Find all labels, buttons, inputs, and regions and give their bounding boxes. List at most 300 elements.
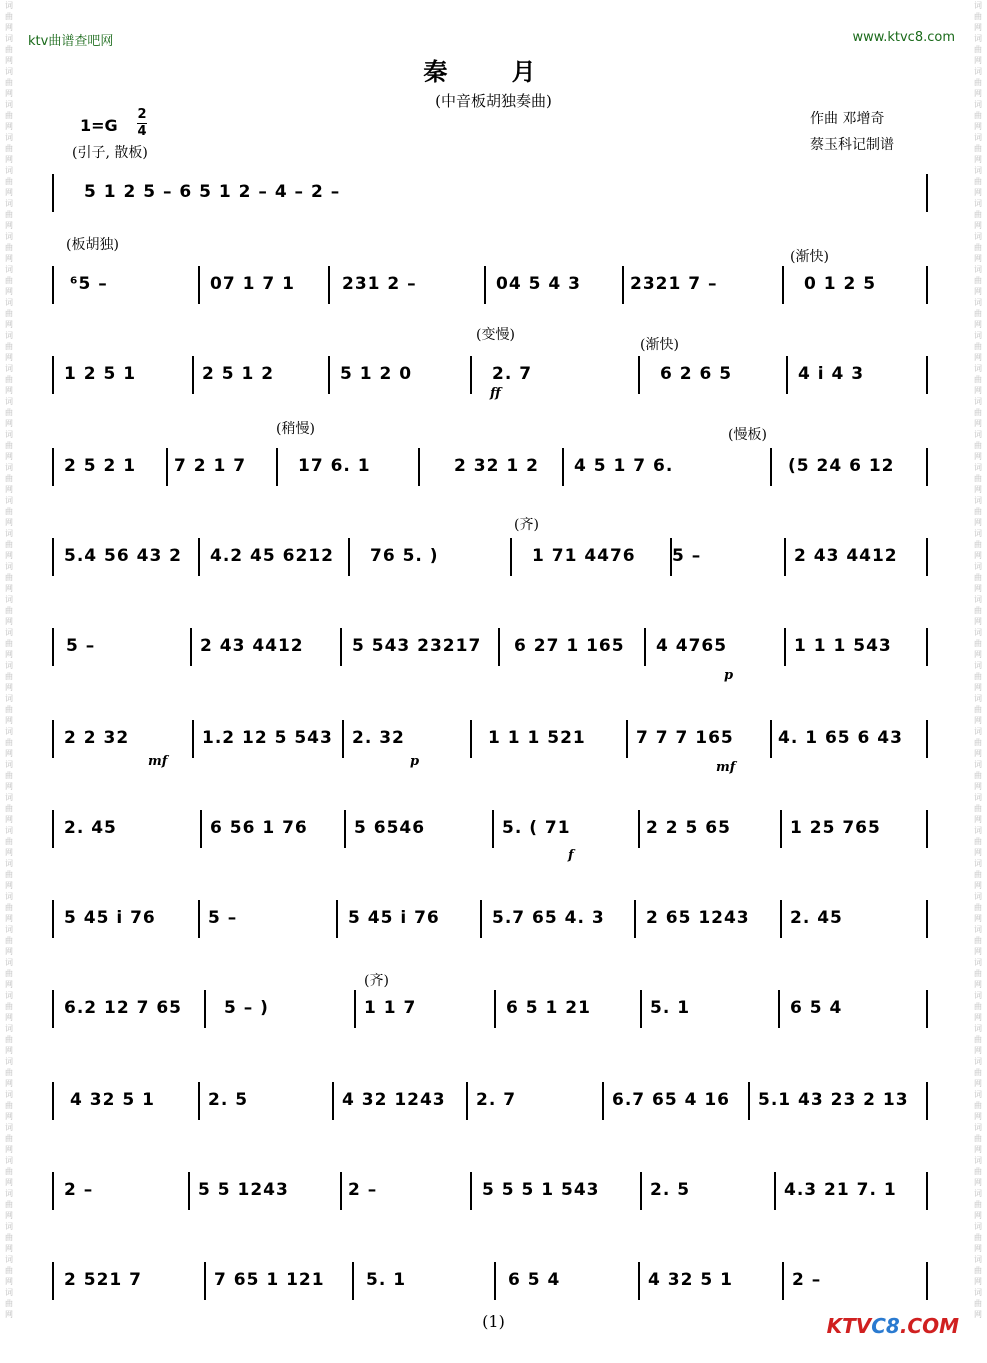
bar-line [640, 990, 642, 1028]
staff-line [52, 1078, 928, 1138]
watermark-char: 词 [5, 760, 13, 769]
measure: 7 65 1 121 [214, 1270, 325, 1290]
watermark-char: 网 [5, 848, 13, 857]
measure: 2. 32 [352, 728, 405, 748]
watermark-char: 曲 [5, 507, 13, 516]
watermark-char: 曲 [974, 705, 982, 714]
bar-line [926, 990, 928, 1028]
watermark-char: 网 [974, 914, 982, 923]
watermark-char: 网 [974, 254, 982, 263]
bar-line [780, 900, 782, 938]
bar-line [354, 990, 356, 1028]
watermark-char: 词 [5, 628, 13, 637]
watermark-char: 曲 [974, 903, 982, 912]
staff-line [52, 716, 928, 776]
watermark-char: 曲 [974, 1134, 982, 1143]
watermark-char: 网 [5, 749, 13, 758]
watermark-char: 词 [974, 133, 982, 142]
watermark-char: 网 [974, 89, 982, 98]
watermark-char: 曲 [5, 342, 13, 351]
watermark-char: 词 [5, 562, 13, 571]
measure: 1 1 7 [364, 998, 417, 1018]
measure: 2. 7 [476, 1090, 517, 1110]
watermark-char: 词 [974, 1255, 982, 1264]
watermark-char: 词 [974, 529, 982, 538]
bar-line [198, 1082, 200, 1120]
bar-line [926, 900, 928, 938]
measure: 2321 7 – [630, 274, 718, 294]
watermark-char: 网 [5, 320, 13, 329]
watermark-char: 曲 [974, 1299, 982, 1308]
measure: 5 – [208, 908, 238, 928]
watermark-char: 曲 [974, 738, 982, 747]
watermark-char: 词 [5, 364, 13, 373]
watermark-char: 曲 [974, 78, 982, 87]
watermark-char: 曲 [5, 78, 13, 87]
watermark-char: 网 [5, 23, 13, 32]
staff-line [52, 986, 928, 1046]
bar-line [562, 448, 564, 486]
watermark-char: 词 [5, 661, 13, 670]
measure: 5. ( 71 [502, 818, 571, 838]
measure: 4.2 45 6212 [210, 546, 334, 566]
bar-line [52, 448, 54, 486]
bar-line [52, 720, 54, 758]
watermark-char: 词 [5, 1156, 13, 1165]
watermark-char: 网 [5, 1079, 13, 1088]
site-url-right[interactable]: www.ktvc8.com [852, 30, 955, 45]
site-logo[interactable] [827, 1314, 959, 1338]
site-name-left[interactable]: ktv曲谱查吧网 [28, 34, 114, 49]
bar-line [638, 1262, 640, 1300]
measure: 5. 1 [366, 1270, 407, 1290]
watermark-char: 曲 [5, 375, 13, 384]
bar-line [340, 628, 342, 666]
watermark-char: 曲 [974, 408, 982, 417]
watermark-char: 词 [974, 859, 982, 868]
bar-line [470, 720, 472, 758]
watermark-char: 网 [974, 320, 982, 329]
watermark-char: 网 [974, 1244, 982, 1253]
watermark-char: 词 [974, 463, 982, 472]
watermark-char: 曲 [5, 1299, 13, 1308]
watermark-char: 词 [5, 133, 13, 142]
watermark-char: 词 [974, 892, 982, 901]
dynamic-marking: mf [148, 754, 168, 769]
bar-line [926, 266, 928, 304]
staff-line [52, 624, 928, 684]
tempo-marking: (齐) [364, 973, 389, 989]
bar-line [52, 1262, 54, 1300]
dynamic-marking: ff [490, 386, 501, 401]
watermark-char: 词 [5, 1255, 13, 1264]
watermark-char: 曲 [5, 837, 13, 846]
watermark-char: 曲 [974, 144, 982, 153]
watermark-char: 曲 [5, 177, 13, 186]
watermark-char: 网 [974, 1145, 982, 1154]
tempo-marking: (齐) [514, 517, 539, 533]
watermark-char: 曲 [974, 540, 982, 549]
watermark-char: 曲 [5, 771, 13, 780]
watermark-char: 网 [974, 23, 982, 32]
bar-line [352, 1262, 354, 1300]
watermark-char: 词 [5, 826, 13, 835]
watermark-char: 网 [5, 650, 13, 659]
time-signature-bottom: 4 [137, 124, 147, 139]
watermark-char: 曲 [974, 1068, 982, 1077]
measure: 7 2 1 7 [174, 456, 247, 476]
watermark-char: 曲 [5, 573, 13, 582]
watermark-char: 词 [974, 1057, 982, 1066]
measure: 2 43 4412 [794, 546, 898, 566]
watermark-char: 词 [974, 595, 982, 604]
bar-line [926, 720, 928, 758]
bar-line [926, 448, 928, 486]
watermark-char: 网 [5, 155, 13, 164]
watermark-char: 网 [5, 353, 13, 362]
measure: 5 5 1243 [198, 1180, 289, 1200]
bar-line [926, 538, 928, 576]
bar-line [784, 628, 786, 666]
watermark-char: 词 [974, 1, 982, 10]
watermark-char: 网 [974, 650, 982, 659]
measure: 4 32 5 1 [648, 1270, 733, 1290]
watermark-char: 曲 [5, 441, 13, 450]
bar-line [190, 628, 192, 666]
watermark-char: 网 [974, 683, 982, 692]
watermark-char: 曲 [5, 1035, 13, 1044]
watermark-char: 词 [974, 991, 982, 1000]
watermark-char: 曲 [5, 1200, 13, 1209]
measure: 5.1 43 23 2 13 [758, 1090, 909, 1110]
staff-line [52, 1258, 928, 1318]
bar-line [480, 900, 482, 938]
watermark-char: 曲 [5, 606, 13, 615]
watermark-char: 曲 [974, 12, 982, 21]
watermark-char: 网 [5, 1310, 13, 1319]
watermark-char: 网 [5, 551, 13, 560]
bar-line [784, 538, 786, 576]
bar-line [926, 1082, 928, 1120]
watermark-char: 网 [5, 947, 13, 956]
watermark-char: 词 [974, 1024, 982, 1033]
watermark-char: 词 [974, 1288, 982, 1297]
bar-line [328, 356, 330, 394]
measure: 4 32 5 1 [70, 1090, 155, 1110]
watermark-char: 词 [5, 1, 13, 10]
watermark-char: 词 [974, 793, 982, 802]
watermark-char: 词 [5, 859, 13, 868]
watermark-char: 词 [974, 232, 982, 241]
measure: 6 5 1 21 [506, 998, 591, 1018]
measure: 4.3 21 7. 1 [784, 1180, 897, 1200]
watermark-char: 词 [5, 925, 13, 934]
watermark-char: 曲 [5, 111, 13, 120]
bar-line [494, 990, 496, 1028]
measure: 07 1 7 1 [210, 274, 295, 294]
bar-line [470, 1172, 472, 1210]
watermark-char: 曲 [974, 111, 982, 120]
measure: 4. 1 65 6 43 [778, 728, 903, 748]
measure: 5. 1 [650, 998, 691, 1018]
staff-line [52, 1168, 928, 1228]
bar-line [192, 356, 194, 394]
bar-line [748, 1082, 750, 1120]
watermark-char: 网 [5, 782, 13, 791]
measure: 1 1 1 521 [488, 728, 586, 748]
watermark-char: 词 [5, 529, 13, 538]
watermark-char: 词 [5, 1090, 13, 1099]
watermark-char: 词 [5, 1288, 13, 1297]
bar-line [332, 1082, 334, 1120]
watermark-char: 曲 [974, 342, 982, 351]
watermark-char: 词 [5, 1057, 13, 1066]
watermark-char: 曲 [5, 738, 13, 747]
watermark-char: 词 [5, 496, 13, 505]
time-signature-top: 2 [137, 107, 147, 122]
measure: 4 5 1 7 6. [574, 456, 674, 476]
dynamic-marking: f [568, 848, 574, 863]
bar-line [52, 1172, 54, 1210]
watermark-char: 曲 [974, 474, 982, 483]
measure: 5 – [66, 636, 96, 656]
watermark-char: 词 [974, 1222, 982, 1231]
watermark-char: 网 [5, 419, 13, 428]
bar-line [640, 1172, 642, 1210]
watermark-char: 曲 [974, 45, 982, 54]
watermark-char: 网 [974, 815, 982, 824]
staff-line [52, 806, 928, 866]
watermark-char: 词 [974, 298, 982, 307]
watermark-char: 网 [974, 1079, 982, 1088]
watermark-char: 网 [974, 584, 982, 593]
watermark-char: 曲 [974, 804, 982, 813]
watermark-char: 网 [974, 1046, 982, 1055]
watermark-char: 曲 [5, 276, 13, 285]
measure: 5 5 5 1 543 [482, 1180, 600, 1200]
measure: 6 56 1 76 [210, 818, 308, 838]
bar-line [204, 1262, 206, 1300]
bar-line [780, 810, 782, 848]
bar-line [204, 990, 206, 1028]
watermark-char: 曲 [974, 507, 982, 516]
measure: 2 43 4412 [200, 636, 304, 656]
watermark-char: 曲 [5, 639, 13, 648]
watermark-char: 网 [5, 716, 13, 725]
tempo-marking: (变慢) [476, 327, 515, 343]
watermark-char: 曲 [5, 210, 13, 219]
watermark-char: 曲 [974, 573, 982, 582]
watermark-char: 网 [974, 353, 982, 362]
bar-line [926, 1172, 928, 1210]
measure: 1.2 12 5 543 [202, 728, 333, 748]
watermark-char: 网 [5, 1046, 13, 1055]
watermark-char: 曲 [5, 672, 13, 681]
bar-line [200, 810, 202, 848]
measure: 2. 7 [492, 364, 533, 384]
watermark-char: 网 [5, 386, 13, 395]
watermark-char: 网 [974, 551, 982, 560]
watermark-char: 曲 [974, 243, 982, 252]
measure: 2 32 1 2 [454, 456, 539, 476]
watermark-char: 网 [974, 947, 982, 956]
measure: 5 543 23217 [352, 636, 482, 656]
watermark-char: 网 [974, 749, 982, 758]
bar-line [52, 266, 54, 304]
watermark-char: 词 [5, 331, 13, 340]
bar-line [344, 810, 346, 848]
bar-line [198, 266, 200, 304]
measure: 04 5 4 3 [496, 274, 581, 294]
watermark-char: 网 [5, 122, 13, 131]
measure: 5 1 2 5 – 6 5 1 2 – 4 – 2 – [84, 182, 341, 202]
watermark-char: 网 [974, 848, 982, 857]
watermark-char: 网 [5, 881, 13, 890]
section-label: (板胡独) [66, 237, 119, 253]
bar-line [782, 266, 784, 304]
watermark-char: 词 [5, 430, 13, 439]
watermark-char: 网 [5, 485, 13, 494]
measure: 1 2 5 1 [64, 364, 137, 384]
measure: 5 45 i 76 [348, 908, 440, 928]
watermark-char: 曲 [5, 1233, 13, 1242]
watermark-char: 词 [974, 496, 982, 505]
watermark-char: 曲 [974, 672, 982, 681]
watermark-char: 曲 [974, 771, 982, 780]
watermark-char: 网 [5, 683, 13, 692]
measure: 5 6546 [354, 818, 426, 838]
watermark-char: 网 [974, 122, 982, 131]
bar-line [52, 628, 54, 666]
tempo-marking: (慢板) [728, 427, 767, 443]
watermark-char: 网 [5, 584, 13, 593]
measure: (5 24 6 12 [788, 456, 895, 476]
watermark-char: 曲 [5, 1068, 13, 1077]
watermark-char: 词 [974, 661, 982, 670]
watermark-char: 曲 [5, 1002, 13, 1011]
measure: 6 5 4 [508, 1270, 561, 1290]
watermark-char: 曲 [974, 870, 982, 879]
bar-line [188, 1172, 190, 1210]
watermark-char: 词 [974, 34, 982, 43]
watermark-char: 词 [974, 331, 982, 340]
watermark-char: 网 [5, 1244, 13, 1253]
bar-line [328, 266, 330, 304]
watermark-char: 网 [974, 188, 982, 197]
watermark-char: 曲 [974, 276, 982, 285]
bar-line [626, 720, 628, 758]
bar-line [336, 900, 338, 938]
bar-line [276, 448, 278, 486]
bar-line [926, 174, 928, 212]
bar-line [466, 1082, 468, 1120]
measure: 2. 45 [64, 818, 117, 838]
piece-title: 秦 月 [423, 57, 564, 86]
watermark-char: 词 [5, 265, 13, 274]
watermark-char: 词 [974, 1189, 982, 1198]
watermark-char: 词 [974, 67, 982, 76]
bar-line [484, 266, 486, 304]
watermark-char: 词 [974, 562, 982, 571]
watermark-char: 词 [5, 1222, 13, 1231]
tempo-marking: (稍慢) [276, 421, 315, 437]
bar-line [774, 1172, 776, 1210]
watermark-char: 网 [5, 1145, 13, 1154]
watermark-char: 词 [5, 991, 13, 1000]
watermark-char: 曲 [5, 45, 13, 54]
bar-line [52, 1082, 54, 1120]
watermark-char: 词 [974, 958, 982, 967]
bar-line [348, 538, 350, 576]
bar-line [166, 448, 168, 486]
measure: 2 5 2 1 [64, 456, 137, 476]
watermark-char: 曲 [974, 606, 982, 615]
measure: 5.7 65 4. 3 [492, 908, 605, 928]
watermark-char: 曲 [5, 1167, 13, 1176]
watermark-char: 曲 [974, 1002, 982, 1011]
watermark-char: 词 [974, 1156, 982, 1165]
bar-line [52, 810, 54, 848]
watermark-char: 曲 [5, 870, 13, 879]
staff-line [52, 352, 928, 412]
right-watermark-strip [972, 0, 984, 1363]
watermark-char: 网 [5, 56, 13, 65]
measure: 7 7 7 165 [636, 728, 734, 748]
bar-line [198, 538, 200, 576]
watermark-char: 网 [974, 485, 982, 494]
watermark-char: 曲 [974, 1266, 982, 1275]
bar-line [342, 720, 344, 758]
watermark-char: 曲 [5, 408, 13, 417]
watermark-char: 网 [5, 287, 13, 296]
watermark-char: 词 [974, 760, 982, 769]
watermark-char: 网 [974, 155, 982, 164]
watermark-char: 词 [5, 595, 13, 604]
watermark-char: 网 [974, 221, 982, 230]
measure: 2 521 7 [64, 1270, 142, 1290]
tempo-marking: (渐快) [640, 337, 679, 353]
measure: 2. 45 [790, 908, 843, 928]
measure: 2. 5 [650, 1180, 691, 1200]
watermark-char: 网 [974, 1211, 982, 1220]
watermark-char: 曲 [5, 1134, 13, 1143]
bar-line [510, 538, 512, 576]
bar-line [494, 1262, 496, 1300]
measure: 1 1 1 543 [794, 636, 892, 656]
bar-line [770, 448, 772, 486]
watermark-char: 词 [5, 1189, 13, 1198]
watermark-char: 曲 [974, 969, 982, 978]
bar-line [926, 810, 928, 848]
watermark-char: 曲 [974, 1200, 982, 1209]
watermark-char: 网 [5, 188, 13, 197]
watermark-char: 词 [974, 397, 982, 406]
measure: 17 6. 1 [298, 456, 371, 476]
bar-line [926, 628, 928, 666]
measure: 4 i 4 3 [798, 364, 865, 384]
measure: 2 – [792, 1270, 822, 1290]
dynamic-marking: p [410, 754, 420, 769]
bar-line [52, 174, 54, 212]
watermark-char: 曲 [974, 441, 982, 450]
piece-subtitle: (中音板胡独奏曲) [435, 92, 552, 110]
watermark-char: 词 [974, 727, 982, 736]
measure: 6 2 6 5 [660, 364, 733, 384]
watermark-char: 词 [5, 463, 13, 472]
watermark-char: 网 [5, 1112, 13, 1121]
measure: 0 1 2 5 [804, 274, 877, 294]
bar-line [470, 356, 472, 394]
